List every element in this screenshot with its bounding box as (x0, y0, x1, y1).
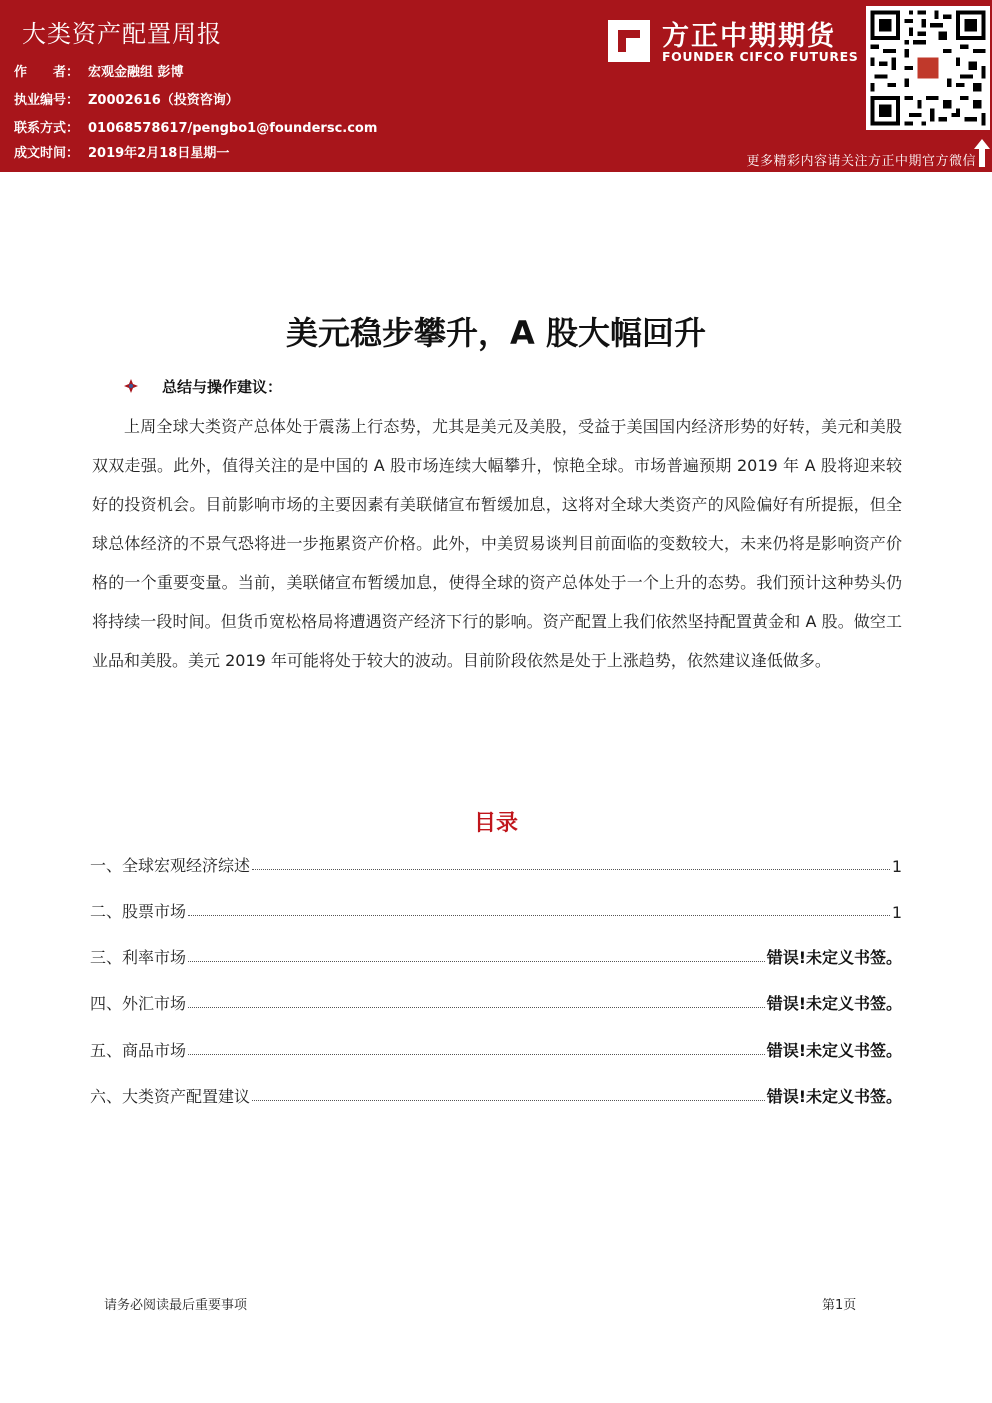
toc-title: 目录 (473, 811, 518, 836)
toc-entry-page[interactable]: 错误!未定义书签。 (766, 994, 902, 1013)
toc-entry-page[interactable]: 1 (891, 903, 902, 922)
toc-leader (188, 914, 890, 916)
meta-contact-label: 联系方式： (14, 121, 80, 136)
toc-entry-name[interactable]: 三、利率市场 (90, 948, 187, 967)
meta-author-value: 宏观金融组 彭博 (88, 65, 184, 80)
toc-entry[interactable] (90, 1035, 902, 1061)
footer-notice: 请务必阅读最后重要事项 (104, 1298, 248, 1313)
toc-entry-page[interactable]: 1 (891, 857, 902, 876)
report-header (0, 0, 992, 172)
meta-date (14, 142, 229, 161)
logo-chinese-name: 方正中期期货 (662, 21, 836, 52)
meta-date-label: 成文时间： (14, 146, 80, 161)
footer-page-number: 第1页 (822, 1298, 857, 1313)
meta-date-value: 2019年2月18日星期一 (88, 146, 230, 161)
diamond-bullet-icon (124, 379, 138, 393)
toc-entry[interactable] (90, 896, 902, 922)
meta-contact (14, 117, 377, 136)
section-heading (128, 376, 282, 397)
toc-entry[interactable] (90, 988, 902, 1014)
toc-entry-page[interactable]: 错误!未定义书签。 (766, 1041, 902, 1060)
toc-entry-page[interactable]: 错误!未定义书签。 (766, 1087, 902, 1106)
toc-entry[interactable] (90, 942, 902, 968)
meta-contact-value[interactable]: 01068578617/pengbo1@foundersc.com (88, 121, 378, 136)
up-arrow-icon (973, 138, 991, 168)
qr-caption: 更多精彩内容请关注方正中期官方微信 (746, 154, 976, 169)
document-title: 美元稳步攀升，A 股大幅回升 (286, 314, 706, 352)
company-logo (604, 14, 859, 74)
toc-leader (252, 1099, 765, 1101)
section-heading-text: 总结与操作建议： (162, 378, 283, 396)
toc-entry-name[interactable]: 五、商品市场 (90, 1041, 187, 1060)
meta-license-value: Z0002616（投资咨询） (88, 93, 239, 108)
toc-entry[interactable] (90, 1081, 902, 1107)
qr-code-icon (866, 6, 990, 130)
logo-english-name: FOUNDER CIFCO FUTURES (662, 49, 859, 64)
meta-author (14, 61, 184, 80)
toc-entry-name[interactable]: 六、大类资产配置建议 (90, 1087, 251, 1106)
toc-leader (188, 1053, 765, 1055)
founder-logo-icon (604, 16, 654, 66)
report-title: 大类资产配置周报 (22, 20, 222, 48)
toc-entry-name[interactable]: 一、全球宏观经济综述 (90, 856, 251, 875)
toc-leader (188, 1006, 765, 1008)
meta-author-label: 作 者： (14, 65, 80, 80)
toc-entry-name[interactable]: 二、股票市场 (90, 902, 187, 921)
toc-entry-page[interactable]: 错误!未定义书签。 (766, 948, 902, 967)
summary-paragraph: 上周全球大类资产总体处于震荡上行态势，尤其是美元及美股，受益于美国国内经济形势的好转，美元和美股双双走强。此外，值得关注的是中国的 A 股市场连续大幅攀升，惊艳全球。市场普遍预期 2019 年 A 股将迎来较好的投资机会。目前影响市场的主要因素有美联储宣布暂缓加息，这将对全球大类资产的风险偏好有所提振，但全球总体经济的不景气恐将进一步拖累资产价格。此外，中美贸易谈判目前面临的变数较大，未来仍将是影响资产价格的一个重要变量。当前，美联储宣布暂缓加息，使得全球的资产总体处于一个上升的态势。我们预计这种势头仍将持续一段时间。但货币宽松格局将遭遇资产经济下行的影响。资产配置上我们依然坚持配置黄金和 A 股。做空工业品和美股。美元 2019 年可能将处于较大的波动。目前阶段依然是处于上涨趋势，依然建议逢低做多。 (92, 417, 902, 670)
toc-entry-name[interactable]: 四、外汇市场 (90, 994, 187, 1013)
toc-leader (252, 868, 890, 870)
meta-license (14, 89, 239, 108)
toc-leader (188, 960, 765, 962)
meta-license-label: 执业编号： (14, 93, 80, 108)
toc-entry[interactable] (90, 850, 902, 876)
